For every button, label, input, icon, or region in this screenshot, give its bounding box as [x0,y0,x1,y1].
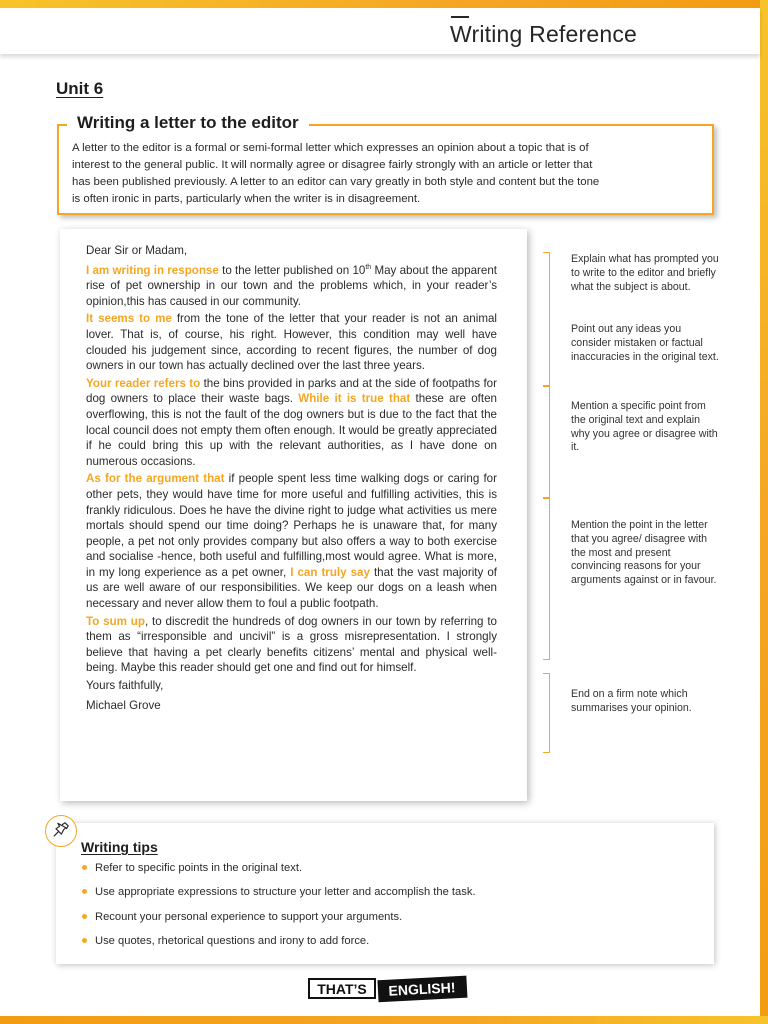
letter-paragraph-5 [86,614,497,676]
header-mark [451,16,469,18]
linking-expression: It seems to me [86,312,172,326]
thats-english-logo [308,975,469,1004]
linking-expression: While it is true that [298,392,411,406]
margin-bracket [543,252,550,386]
linking-expression: To sum up [86,614,145,628]
tip-text: Use quotes, rhetorical questions and irony to add force. [95,935,370,947]
letter-closing: Yours faithfully, [86,679,164,693]
linking-expression: Your reader refers to [86,376,201,390]
bullet-icon [82,914,87,919]
tip-text: Recount your personal experience to support your arguments. [95,911,403,923]
pushpin-icon [45,815,77,847]
paragraph-text: that the vast majority of us are well aware of our responsibilities. We keep our dogs on a leash when necessary and never allow them to foul a public footpath. [86,565,497,611]
superscript: th [365,263,372,271]
unit-heading: Unit 6 [56,79,104,98]
margin-note: Mention a specific point from the original text and explain why you agree or disagree with it. [571,400,718,454]
paragraph-text: , to discredit the hundreds of dog owners in our town by referring to them as “irresponsible and uncivil” is a gross misrepresentation. I strongly believe that having a pet clearly benefits citizens’ mental and physical well-being. Maybe this reader should get one and find out for himself. [86,614,498,675]
paragraph-text: to the letter published on 10 [218,263,366,277]
letter-paragraph-2 [86,311,497,373]
tip-text: Refer to specific points in the original text. [95,862,303,874]
margin-note: Mention the point in the letter that you agree/ disagree with the most and present convincing reasons for your arguments against or in favour. [571,519,717,587]
paragraph-text: if people spent less time walking dogs or caring for other pets, they would have time for more useful and fulfilling activities, this is frankly ridiculous. Does he have the divine right to judge what activities us mere mortals should spend our time doing? Perhaps he is unaware that, for many people, a pet not only provides company but also offers a way to both exercise and socialise -hence, both useful and fulfilling,most would agree. What is more, in my long experience as a pet owner, [86,472,497,579]
letter-paragraph-4 [86,471,497,611]
letter-paragraph-1 [86,263,497,310]
tip-item [82,862,302,874]
tip-item [82,935,369,947]
intro-line: has been published previously. A letter to an editor can vary greatly in both style and content but the tone [72,176,600,188]
page-frame-right [760,0,768,1024]
intro-line: is often ironic in parts, particularly when the writer is in disagreement. [72,193,421,205]
tip-item [82,886,476,898]
margin-bracket [543,386,550,498]
header-band [0,8,760,54]
tip-item [82,911,402,923]
margin-bracket [543,498,550,660]
bullet-icon [82,865,87,870]
linking-expression: As for the argument that [86,472,225,486]
linking-expression: I can truly say [290,565,370,579]
margin-note: Point out any ideas you consider mistaken or factual inaccuracies in the original text. [571,323,719,363]
section-title: Writing a letter to the editor [67,113,309,133]
bullet-icon [82,938,87,943]
tip-text: Use appropriate expressions to structure your letter and accomplish the task. [95,886,476,898]
margin-bracket [543,673,550,753]
model-letter [86,243,497,717]
writing-tips-title: Writing tips [81,839,158,855]
page-frame-bottom [0,1016,768,1024]
logo-word-1: THAT’S [317,981,367,997]
margin-note: End on a firm note which summarises your opinion. [571,688,692,714]
letter-signature: Michael Grove [86,698,161,712]
linking-expression: I am writing in response [86,263,219,277]
intro-line: interest to the general public. It will normally agree or disagree fairly strongly with an article or letter that [72,159,593,171]
logo-word-2: ENGLISH! [388,979,456,999]
page-header-title: Writing Reference [450,21,638,47]
margin-note: Explain what has prompted you to write to the editor and briefly what the subject is about. [571,253,719,293]
paragraph-text: May about the apparent rise of pet ownership in our town and the problems which, in your reader’s opinion,this has caused in our community. [86,263,497,308]
letter-salutation: Dear Sir or Madam, [86,244,188,257]
page-frame-top [0,0,768,8]
letter-paragraph-3 [86,376,497,470]
intro-text [72,140,708,208]
intro-line: A letter to the editor is a formal or semi-formal letter which expresses an opinion about a topic that is of [72,142,589,154]
bullet-icon [82,889,87,894]
paragraph-text: the bins provided in parks and at the side of footpaths for dog owners to place their waste bags. [86,376,497,406]
paragraph-text: these are often overflowing, this is not the fault of the dog owners but is due to the fact that the local council does not empty them often enough. It would be greatly appreciated if he could bring this up with the relevant authorities, as I have done on numerous occasions. [86,392,497,468]
paragraph-text: from the tone of the letter that your reader is not an animal lover. That is, of course, his right. However, this condition may well have clouded his judgement since, according to recent figures, the number of dog owners in our town has actually declined over the last three years. [86,312,498,373]
